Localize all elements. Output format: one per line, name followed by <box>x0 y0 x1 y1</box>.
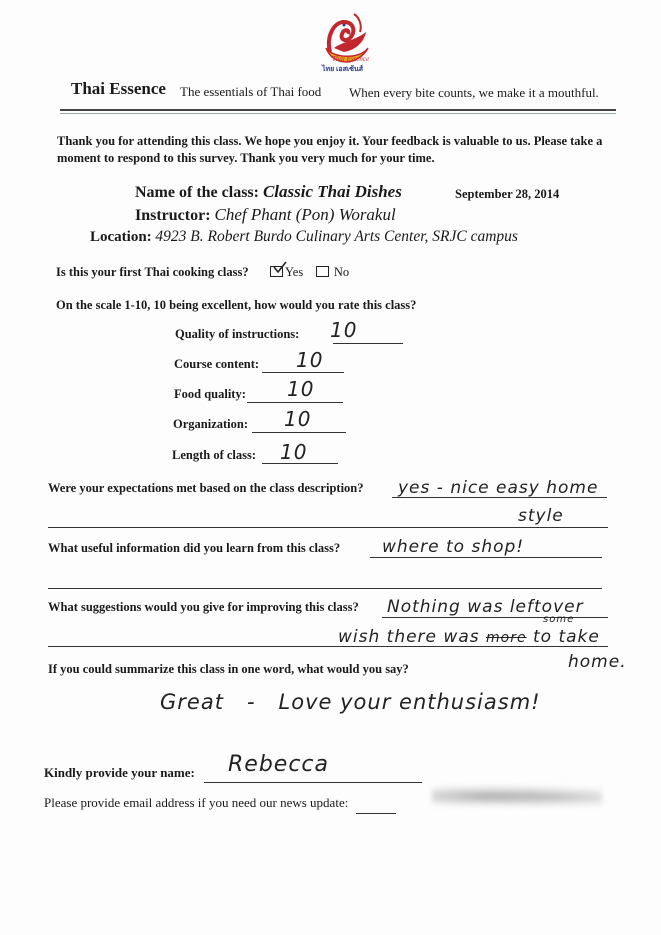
rating-line-organization <box>252 432 346 433</box>
first-class-question: Is this your first Thai cooking class? <box>56 265 249 279</box>
suggestions-answer-2a: wish there was <box>338 627 480 647</box>
redacted-email-blur <box>432 785 602 807</box>
yes-label: Yes <box>285 265 304 279</box>
class-name-value: Classic Thai Dishes <box>262 182 402 201</box>
expectations-line-2 <box>48 527 608 528</box>
useful-answer[interactable]: where to shop! <box>382 537 525 557</box>
logo-text-bottom: ไทย เอสเซ้นส์ <box>322 65 364 73</box>
location-label: Location: <box>90 229 152 245</box>
suggestions-answer-2c: to take <box>532 627 600 647</box>
rating-line-content <box>262 372 344 373</box>
suggestions-answer-1[interactable]: Nothing was leftover <box>387 597 584 617</box>
email-line <box>356 813 396 814</box>
name-label: Kindly provide your name: <box>44 765 195 780</box>
tagline-secondary: When every bite counts, we make it a mouthful. <box>349 85 599 100</box>
class-date: September 28, 2014 <box>455 187 560 201</box>
rating-label-organization: Organization: <box>173 417 248 431</box>
yes-checkbox[interactable] <box>270 266 283 277</box>
rating-label-food: Food quality: <box>174 387 246 401</box>
instructor-value: Chef Phant (Pon) Worakul <box>214 205 396 224</box>
no-label: No <box>333 265 350 279</box>
class-name-label: Name of the class: <box>135 184 259 201</box>
suggestions-answer-3[interactable]: home. <box>568 652 627 672</box>
name-line <box>204 782 422 783</box>
location-row <box>90 228 518 246</box>
expectations-question: Were your expectations met based on the class description? <box>48 481 364 495</box>
header-divider <box>60 109 616 111</box>
location-value: 4923 B. Robert Burdo Culinary Arts Center, SRJC campus <box>155 228 518 245</box>
rating-value-content[interactable]: 10 <box>296 348 324 372</box>
summary-answer[interactable]: Great - Love your enthusiasm! <box>160 690 541 714</box>
suggestions-question: What suggestions would you give for improving this class? <box>48 600 359 614</box>
rating-line-food <box>247 402 343 403</box>
expectations-answer-1[interactable]: yes - nice easy home <box>398 478 599 498</box>
rating-question: On the scale 1-10, 10 being excellent, how would you rate this class? <box>56 298 417 312</box>
check-mark-icon <box>273 261 287 275</box>
useful-question: What useful information did you learn from this class? <box>48 541 341 555</box>
rating-value-instructions[interactable]: 10 <box>330 318 358 342</box>
rating-line-instructions <box>333 343 403 344</box>
rating-value-organization[interactable]: 10 <box>284 407 312 431</box>
name-value[interactable]: Rebecca <box>228 752 329 777</box>
brand-name: Thai Essence <box>71 79 166 98</box>
rating-value-length[interactable]: 10 <box>280 440 308 464</box>
useful-line-1 <box>370 557 602 558</box>
tagline-primary: The essentials of Thai food <box>180 84 322 99</box>
rating-value-food[interactable]: 10 <box>287 377 315 401</box>
suggestions-answer-2-struck: more <box>486 630 527 646</box>
instructor-row <box>135 205 396 225</box>
summary-question: If you could summarize this class in one word, what would you say? <box>48 662 409 676</box>
email-label: Please provide email address if you need our news update: <box>44 795 349 810</box>
expectations-answer-2[interactable]: style <box>518 506 564 526</box>
instructor-label: Instructor: <box>135 207 211 224</box>
intro-paragraph: Thank you for attending this class. We hope you enjoy it. Your feedback is valuable to us. Please take a moment to respond to this survey. Thank you very much for your time. <box>57 134 603 165</box>
logo-text-top: Thai Essence <box>332 55 370 63</box>
rating-label-content: Course content: <box>174 357 260 371</box>
first-class-options <box>270 265 349 280</box>
class-name-row <box>135 182 402 202</box>
suggestions-answer-2[interactable] <box>338 627 600 647</box>
no-checkbox[interactable] <box>316 266 329 277</box>
header-divider-thin <box>60 113 616 114</box>
suggestions-answer-2-insert: some <box>543 614 575 625</box>
useful-line-2 <box>48 588 602 589</box>
rating-label-length: Length of class: <box>172 448 257 462</box>
rating-label-instructions: Quality of instructions: <box>175 327 300 341</box>
